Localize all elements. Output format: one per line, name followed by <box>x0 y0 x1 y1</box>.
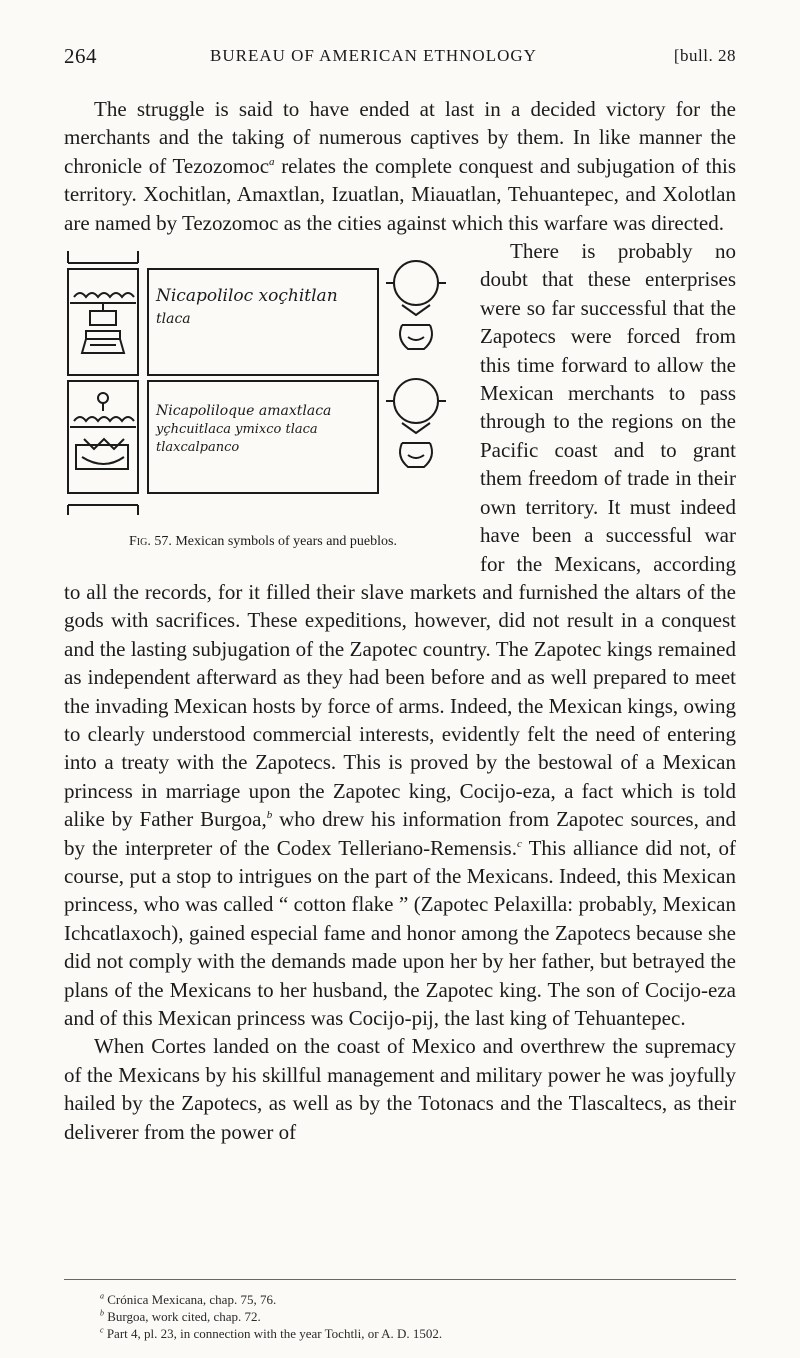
footnotes <box>100 1291 720 1342</box>
footnote-rule <box>64 1279 736 1280</box>
page-number: 264 <box>64 44 97 68</box>
figure-caption <box>64 533 462 551</box>
paragraph-1-text-a: The struggle is said to have ended at last in a decided victory for the merchants and the taking of numerous captives by them. In like manner the chronicle of Tezozomoc <box>64 97 736 178</box>
footnote-a <box>100 1291 720 1308</box>
paragraph-2-text-a: There is probably no doubt that these enterprises were so far successful that the Zapotecs were forced from this time forward to allow the Mexican merchants to pass through to the regions on the Pacific coast and to grant them freedom of trade in their own territory. It must indeed have been a successful war for the Mexicans, according to all the records, for it filled their slave markets and furnished the altars of the gods with sacrifices. These expeditions, however, did not result in a conquest and the lasting subjugation of the Zapotec country. The Zapotec kings remained as independent afterward as they had been before and as well prepared to meet the invading Mexican hosts by force of arms. Indeed, the Mexican kings, owing to clearly understood commercial interests, evidently felt the need of entering into a treaty with the Zapotecs. This is proved by the bestowal of a Mexican princess in marriage upon the Zapotec king, Cocijo-eza, a fact which is told alike by Father Burgoa, <box>64 239 736 832</box>
footnote-c-text: Part 4, pl. 23, in connection with the year Tochtli, or A. D. 1502. <box>106 1326 443 1341</box>
running-title: BUREAU OF AMERICAN ETHNOLOGY <box>210 46 537 65</box>
footnote-ref-b: b <box>266 809 273 822</box>
lower-gloss-line-2: yçhcuitlaca ymixco tlaca <box>156 422 318 438</box>
year-symbols-illustration <box>64 243 462 533</box>
lower-gloss-line-1: Nicapoliloque amaxtlaca <box>156 403 332 420</box>
paragraph-2-text-b: who drew his information from Zapotec sources, and by the interpreter of the Codex Telleriano-Remensis. <box>64 807 737 860</box>
footnote-b <box>100 1308 720 1325</box>
footnote-a-mark: a <box>100 1291 104 1301</box>
upper-gloss-line-2: tlaca <box>156 311 191 328</box>
footnote-ref-a: a <box>269 155 275 168</box>
paragraph-3: When Cortes landed on the coast of Mexico and overthrew the supremacy of the Mexicans by his skillful management and military power he was joyfully hailed by the Zapotecs, as well as by the Totonacs and the Tlascaltecs, as their deliverer from the power of <box>64 1034 736 1144</box>
paragraph-1-text-b: relates the complete conquest and subjugation of this territory. Xochitlan, Amaxtlan, Izuatlan, Miauatlan, Tehuantepec, and Xolotlan are named by Tezozomoc as the cities against which this warfare was directed. <box>64 153 736 235</box>
footnote-ref-c: c <box>516 837 522 850</box>
footnote-a-text: Crónica Mexicana, chap. 75, 76. <box>107 1292 277 1307</box>
figure-57 <box>64 243 462 557</box>
bulletin-label: [bull. 28 <box>673 46 736 65</box>
footnote-c <box>100 1325 720 1342</box>
upper-gloss-line-1: Nicapoliloc xoçhitlan <box>156 286 338 307</box>
lower-gloss-line-3: tlaxcalpanco <box>156 440 240 456</box>
paragraph-1 <box>64 95 736 237</box>
footnote-b-mark: b <box>100 1308 104 1318</box>
footnote-b-text: Burgoa, work cited, chap. 72. <box>107 1309 261 1324</box>
figure-label: Fig. 57. <box>129 534 172 550</box>
figure-caption-text: Mexican symbols of years and pueblos. <box>175 534 397 550</box>
page-header <box>64 44 736 70</box>
footnote-c-mark: c <box>100 1325 104 1335</box>
body-text <box>64 95 736 1146</box>
paragraph-2-text-c: This alliance did not, of course, put a stop to intrigues on the part of the Mexicans. Indeed, this Mexican princess, who was called “ cotton flake ” (Zapotec Pelaxilla: probably, Mexican Ichcatlaxoch), gained especial fame and honor among the Zapotecs because she did not comply with the demands made upon her by her father, but betrayed the plans of the Mexicans to her husband, the Zapotec king. The son of Cocijo-eza and of this Mexican princess was Cocijo-pij, the last king of Tehuantepec. <box>64 835 736 1030</box>
